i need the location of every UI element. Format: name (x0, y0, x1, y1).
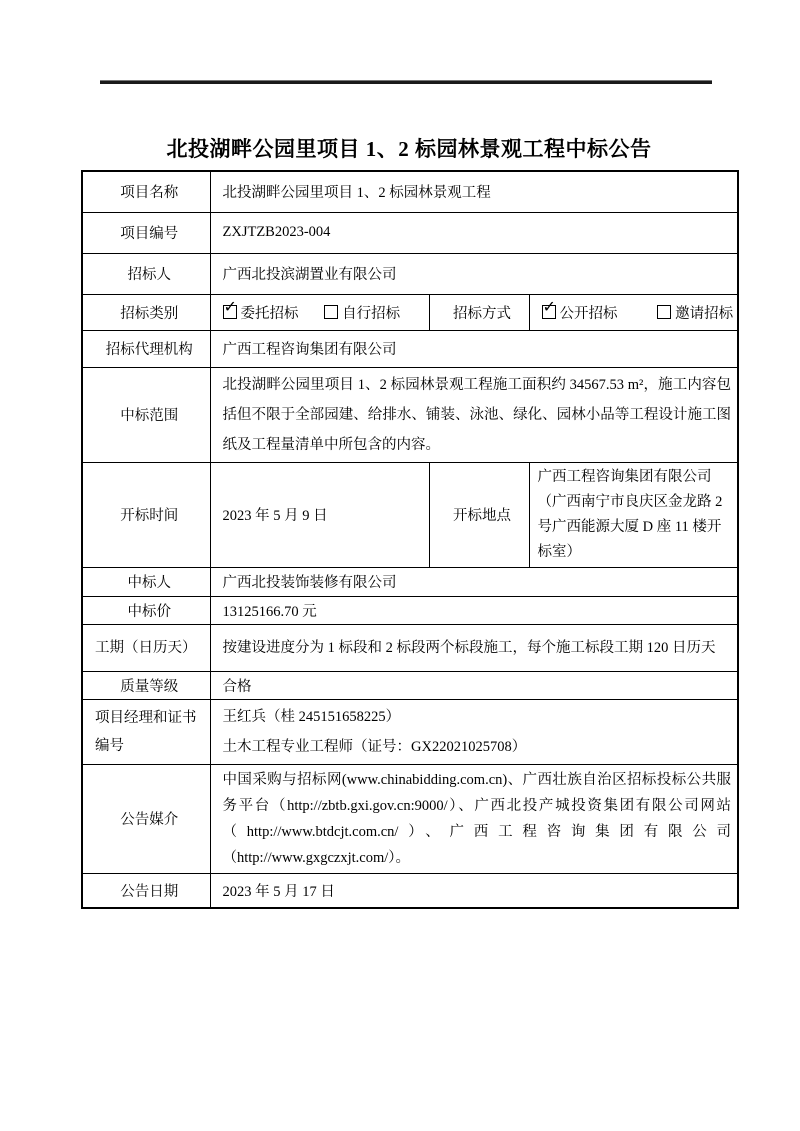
row-agency (82, 330, 738, 367)
agency-label: 招标代理机构 (82, 330, 210, 367)
row-media (82, 764, 738, 873)
announcement-table (81, 170, 739, 909)
manager-cert-line: 土木工程专业工程师（证号：GX22021025708） (222, 738, 527, 755)
bid-method-label: 招标方式 (429, 294, 529, 330)
row-project-name (82, 171, 738, 212)
tenderee-label: 招标人 (82, 253, 210, 294)
row-price (82, 596, 738, 624)
check-icon: ✓ (223, 296, 237, 316)
option-self-bidding (324, 302, 400, 323)
check-icon: ✓ (542, 296, 556, 316)
option-invited-bidding (657, 302, 733, 323)
row-winner (82, 567, 738, 596)
price-value: 13125166.70 元 (210, 596, 738, 624)
checkbox-checked-icon (223, 296, 237, 319)
row-duration (82, 624, 738, 671)
row-quality (82, 671, 738, 699)
date-value: 2023 年 5 月 17 日 (210, 873, 738, 908)
manager-label: 项目经理和证书编号 (82, 699, 210, 764)
project-name-value: 北投湖畔公园里项目 1、2 标园林景观工程 (210, 171, 738, 212)
project-code-value: ZXJTZB2023-004 (210, 212, 738, 253)
tenderee-value: 广西北投滨湖置业有限公司 (210, 253, 738, 294)
price-label: 中标价 (82, 596, 210, 624)
row-scope (82, 367, 738, 462)
row-date (82, 873, 738, 908)
bid-category-options (210, 294, 429, 330)
checkbox-checked-icon (542, 296, 556, 319)
option-self-label: 自行招标 (342, 305, 401, 322)
opening-place-value: 广西工程咨询集团有限公司（广西南宁市良庆区金龙路 2 号广西能源大厦 D 座 11 楼开标室） (529, 462, 738, 567)
duration-label: 工期（日历天） (82, 624, 210, 671)
checkbox-unchecked-icon (324, 305, 338, 319)
scope-value: 北投湖畔公园里项目 1、2 标园林景观工程施工面积约 34567.53 m²，施工内容包括但不限于全部园建、给排水、铺装、泳池、绿化、园林小品等工程设计施工图纸及工程量清单中所包含的内容。 (210, 367, 738, 462)
option-open-label: 公开招标 (559, 305, 618, 322)
opening-time-value: 2023 年 5 月 9 日 (210, 462, 429, 567)
date-label: 公告日期 (82, 873, 210, 908)
project-name-label: 项目名称 (82, 171, 210, 212)
opening-place-label: 开标地点 (429, 462, 529, 567)
checkbox-unchecked-icon (657, 305, 671, 319)
option-open-bidding (542, 296, 618, 323)
media-value: 中国采购与招标网(www.chinabidding.com.cn)、广西壮族自治区招标投标公共服务平台（http://zbtb.gxi.gov.cn:9000/）、广西北投产城投资集团有限公司网站（http://www.btdcjt.com.cn/）、广西工程咨询集团有限公司（http://www.gxgczxjt.com/）。 (210, 764, 738, 873)
manager-name-line: 王红兵（桂 245151658225） (222, 708, 401, 725)
duration-value: 按建设进度分为 1 标段和 2 标段两个标段施工，每个施工标段工期 120 日历天 (210, 624, 738, 671)
bid-method-options (529, 294, 738, 330)
winner-label: 中标人 (82, 567, 210, 596)
option-invited-label: 邀请招标 (675, 305, 734, 322)
row-manager (82, 699, 738, 764)
row-bid-category (82, 294, 738, 330)
opening-time-label: 开标时间 (82, 462, 210, 567)
quality-label: 质量等级 (82, 671, 210, 699)
project-code-label: 项目编号 (82, 212, 210, 253)
manager-value (210, 699, 738, 764)
agency-value: 广西工程咨询集团有限公司 (210, 330, 738, 367)
row-tenderee (82, 253, 738, 294)
quality-value: 合格 (210, 671, 738, 699)
option-entrusted-bidding (223, 296, 299, 323)
bid-category-label: 招标类别 (82, 294, 210, 330)
option-entrusted-label: 委托招标 (240, 305, 299, 322)
page-title: 北投湖畔公园里项目 1、2 标园林景观工程中标公告 (166, 137, 652, 161)
media-label: 公告媒介 (82, 764, 210, 873)
page-header-divider (100, 80, 712, 84)
row-project-code (82, 212, 738, 253)
scope-label: 中标范围 (82, 367, 210, 462)
row-opening (82, 462, 738, 567)
winner-value: 广西北投装饰装修有限公司 (210, 567, 738, 596)
